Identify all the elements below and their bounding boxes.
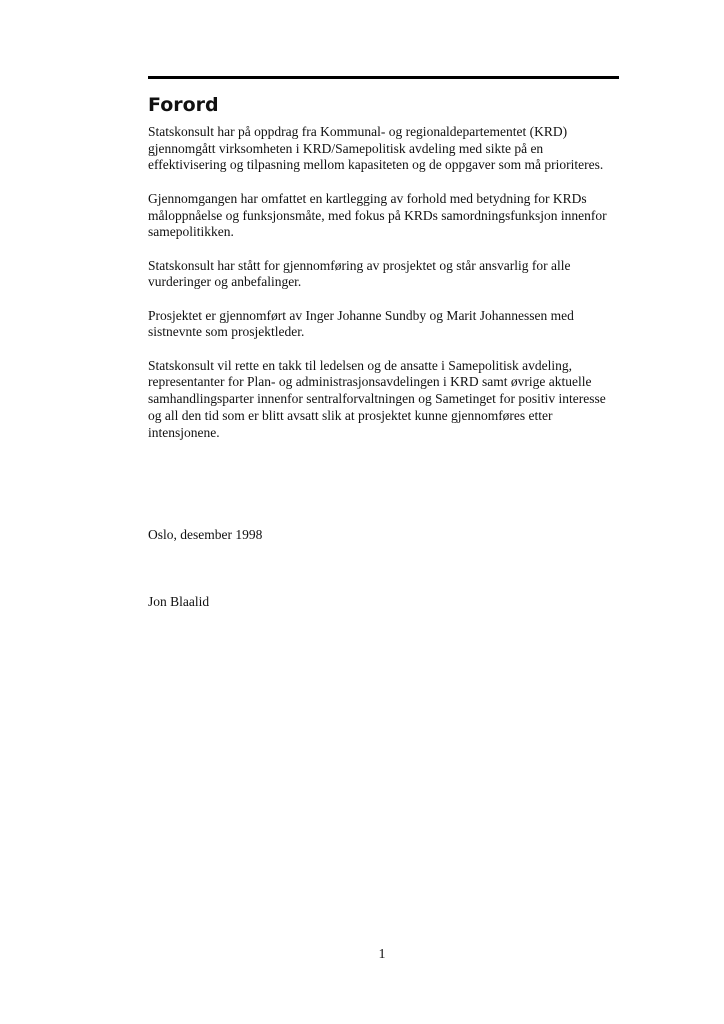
page-title: Forord xyxy=(148,94,219,116)
header-rule xyxy=(148,76,619,79)
page-number: 1 xyxy=(378,947,386,962)
signature-name: Jon Blaalid xyxy=(148,594,210,609)
paragraph: Statskonsult har stått for gjennomføring av prosjektet og står ansvarlig for alle vurderinger og anbefalinger. xyxy=(148,257,571,290)
paragraph: Statskonsult har på oppdrag fra Kommunal- og regionaldepartementet (KRD) gjennomgått virksomheten i KRD/Samepolitisk avdeling med sikte på en effektivisering og tilpasning mellom kapasiteten og de oppgaver som må prioriteres. xyxy=(148,124,604,173)
foreword-body xyxy=(148,124,618,458)
paragraph: Statskonsult vil rette en takk til ledelsen og de ansatte i Samepolitisk avdeling, representanter for Plan- og administrasjonsavdelingen i KRD samt øvrige aktuelle samhandlingsparter innenfor sentralforvaltningen og Sametinget for positiv interesse og all den tid som er blitt avsatt slik at prosjektet kunne gjennomføres etter intensjonene. xyxy=(148,357,606,440)
paragraph: Prosjektet er gjennomført av Inger Johanne Sundby og Marit Johannessen med sistnevnte som prosjektleder. xyxy=(148,307,574,340)
place-and-date: Oslo, desember 1998 xyxy=(148,527,263,542)
paragraph: Gjennomgangen har omfattet en kartlegging av forhold med betydning for KRDs måloppnåelse og funksjonsmåte, med fokus på KRDs samordningsfunksjon innenfor samepolitikken. xyxy=(148,190,607,240)
